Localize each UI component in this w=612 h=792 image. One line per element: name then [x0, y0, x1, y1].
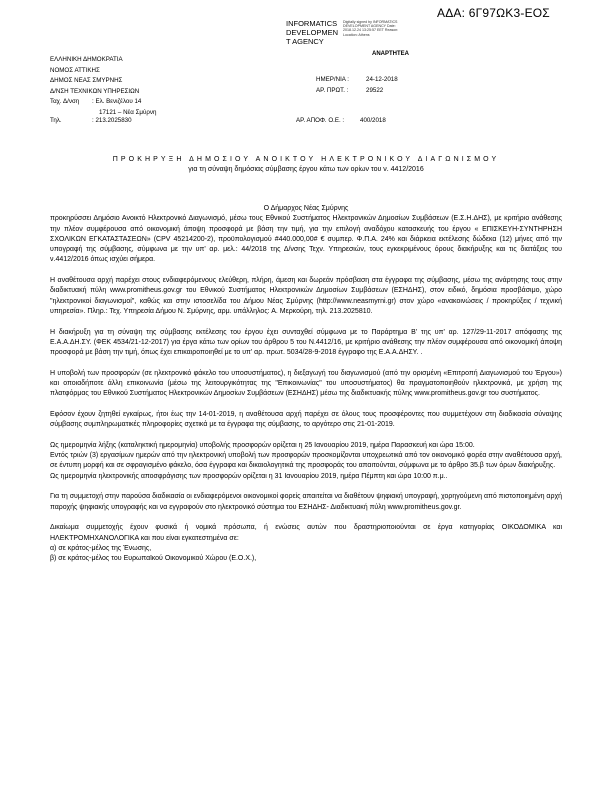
paragraph: Η υποβολή των προσφορών (σε ηλεκτρονικό φάκελο του υποσυστήματος), η διεξαγωγή του διαγωνισμού (από την ορισμένη «Επιτροπή Διαγωνισμού του Έργου») και οποιαδήποτε άλλη επικοινωνία (μέσω της λειτουργικότητας της "Επικοινωνίας" του υποσυστήματος) θα πραγματοποιηθούν ηλεκτρονικά, με χρήση της πλατφόρμας του Εθνικού Συστήματος Ηλεκτρονικών Δημοσίων Συμβάσεων (ΕΣΗΔΗΣ) μέσω της διαδικτυακής πύλης www.promitheus.gov.gr του συστήματος. — [50, 369, 562, 398]
issuer-header — [50, 55, 156, 119]
paragraph: προκηρύσσει Δημόσιο Ανοικτό Ηλεκτρονικό Διαγωνισμό, μέσω τους Εθνικού Συστήματος Ηλεκτρονικών Δημοσίων Συμβάσεων (Ε.Σ.Η.ΔΗΣ), με κριτήριο ανάθεσης την πλέον συμφέρουσα από οικονομική άποψη προσφορά με βάση την τιμή, για την επιλογή αναδόχου κατασκευής του έργου « ΕΠΙΣΚΕΥΗ-ΣΥΝΤΗΡΗΣΗ ΣΧΟΛΙΚΩΝ ΕΓΚΑΤΑΣΤΑΣΕΩΝ» (CPV 45214200-2), προϋπολογισμού #440.000,00# € συμπερ. Φ.Π.Α. 24% και διάρκεια εκτέλεσης δώδεκα (12) μήνες από την υπογραφή της σύμβασης, σύμφωνα με την υπ' αρ. μελ.: 44/2018 της Δ/νσης Τεχν. Υπηρεσιών, τους εγκεκριμένους όρους διακήρυξης και τις διατάξεις του ν.4412/2016 όπως ισχύει σήμερα. — [50, 215, 562, 264]
document-body — [50, 204, 562, 564]
signer-agency — [286, 19, 338, 46]
addressee: Ο Δήμαρχος Νέας Σμύρνης — [263, 205, 349, 212]
decision-label: ΑΡ. ΑΠΟΦ. Ο.Ε. : — [296, 117, 345, 124]
address-value-2: 17121 – Νέα Σμύρνη — [99, 108, 157, 116]
header-line: ΝΟΜΟΣ ΑΤΤΙΚΗΣ — [50, 66, 100, 74]
agency-line-1: INFORMATICS — [286, 19, 338, 28]
protocol-label: ΑΡ. ΠΡΩΤ. : — [316, 86, 349, 94]
paragraph: Δικαίωμα συμμετοχής έχουν φυσικά ή νομικά πρόσωπα, ή ενώσεις αυτών που δραστηριοποιούνται σε έργα κατηγορίας ΟΙΚΟΔΟΜΙΚΑ και ΗΛΕΚΤΡΟΜΗΧΑΝΟΛΟΓΙΚΑ και που είναι εγκατεστημένα σε: — [50, 524, 562, 542]
paragraph: Ως ημερομηνία ηλεκτρονικής αποσφράγισης των προσφορών ορίζεται η 31 Ιανουαρίου 2019, ημέρα Πέμπτη και ώρα 10:00 π.μ.. — [50, 472, 448, 480]
document-refs — [316, 75, 398, 96]
paragraph: Εντός τριών (3) εργασίμων ημερών από την ηλεκτρονική υποβολή των προσφορών προσκομίζονται υποχρεωτικά από τον οικονομικό φορέα στην αναθέτουσα αρχή, σε έντυπη μορφή και σε σφραγισμένο φάκελο, όσα έγγραφα και δικαιολογητικά της προσφοράς του απαιτούνται, σύμφωνα με το άρθρο 35.β των όρων διακήρυξης. — [50, 452, 562, 470]
posting-label: ΑΝΑΡΤΗΤΕΑ — [372, 51, 409, 57]
protocol-value: 29522 — [366, 86, 384, 94]
header-line: ΕΛΛΗΝΙΚΗ ΔΗΜΟΚΡΑΤΙΑ — [50, 56, 123, 63]
document-subtitle: για τη σύναψη δημόσιας σύμβασης έργου κάτω των ορίων του ν. 4412/2016 — [188, 166, 424, 173]
address-value: : Ελ. Βενιζέλου 14 — [92, 98, 142, 106]
paragraph: Εφόσον έχουν ζητηθεί εγκαίρως, ήτοι έως την 14-01-2019, η αναθέτουσα αρχή παρέχει σε όλους τους προσφέροντες που συμμετέχουν στη διαδικασία σύναψης σύμβασης συμπληρωματικές πληροφορίες σχετικά με τα έγγραφα της σύμβασης, το αργότερο στις 21-01-2019. — [50, 410, 562, 429]
decision-value: 400/2018 — [360, 117, 386, 124]
ada-code: ΑΔΑ: 6Γ97ΩΚ3-ΕΟΣ — [437, 6, 550, 20]
document-title: ΠΡΟΚΗΡΥΞΗ ΔΗΜΟΣΙΟΥ ΑΝΟΙΚΤΟΥ ΗΛΕΚΤΡΟΝΙΚΟΥ ΔΙΑΓΩΝΙΣΜΟΥ — [112, 156, 500, 163]
date-value: 24-12-2018 — [366, 76, 398, 83]
paragraph: Η αναθέτουσα αρχή παρέχει στους ενδιαφερόμενους ελεύθερη, πλήρη, άμεση και δωρεάν πρόσβαση στα έγγραφα της σύμβασης, μέσω της ανάρτησης τους στην διαδικτυακή πύλη www.promitheus.gov.gr του Εθνικού Συστήματος Ηλεκτρονικών Δημοσίων Συμβάσεων (ΕΣΗΔΗΣ), στον ειδικό, δημόσια προσβάσιμο, χώρο "ηλεκτρονικοί διαγωνισμοί", καθώς και στην ιστοσελίδα του Δήμου Νέας Σμύρνης (http://www.neasmyrni.gr) στον χώρο «ανακοινώσεις / προκηρύξεις / τεχνική υπηρεσία». Πληρ.: Τεχ. Υπηρεσία Δήμου Ν. Σμύρνης, αρμ. υπάλληλος: Α. Μερκούρη, τηλ. 213.2025810. — [50, 277, 562, 315]
address-row — [50, 97, 156, 108]
agency-line-2: DEVELOPMEN — [286, 28, 339, 37]
list-item: β) σε κράτος-μέλος του Ευρωπαϊκού Οικονομικού Χώρου (Ε.Ο.Χ.), — [50, 555, 257, 563]
date-label: ΗΜΕΡ/ΝΙΑ : — [316, 76, 350, 83]
agency-line-3: T AGENCY — [286, 37, 324, 46]
tel-row — [50, 117, 132, 124]
tel-value: : 213.2025830 — [92, 117, 132, 124]
paragraph: Ως ημερομηνία λήξης (καταληκτική ημερομηνία) υποβολής προσφορών ορίζεται η 25 Ιανουαρίου 2019, ημέρα Παρασκευή και ώρα 15:00. — [50, 441, 475, 449]
protocol-row — [316, 86, 398, 97]
date-row — [316, 75, 398, 86]
decision-row — [296, 117, 386, 124]
header-line: Δ/ΝΣΗ ΤΕΧΝΙΚΩΝ ΥΠΗΡΕΣΙΩΝ — [50, 87, 140, 95]
tel-label: Τηλ. — [50, 117, 62, 124]
digital-signature-stamp: Digitally signed by INFORMATICS DEVELOPMENT AGENCY Date: 2018.12.24 13:25:57 EET Reason: Location: Athens — [343, 20, 399, 37]
header-line: ΔΗΜΟΣ ΝΕΑΣ ΣΜΥΡΝΗΣ — [50, 77, 123, 85]
paragraph: Η διακήρυξη για τη σύναψη της σύμβασης εκτέλεσης του έργου έχει συνταχθεί σύμφωνα με το Παράρτημα Β' της υπ' αρ. 127/29-11-2017 απόφασης της Ε.Α.Α.ΔΗ.ΣΥ. (ΦΕΚ 4534/21-12-2017) για έργα κάτω των ορίων του άρθρου 5 του Ν.4412/16, με κριτήριο ανάθεσης την πλέον συμφέρουσα από οικονομική άποψη προσφορά με βάση την τιμή, όπως έχει επικαιροποιηθεί με το υπ' αρ. πρωτ. 5034/28-9-2018 έγγραφο της Ε.Α.Α.ΔΗΣΥ. . — [50, 328, 562, 357]
address-label: Ταχ. Δ/νση — [50, 98, 80, 106]
list-item: α) σε κράτος-μέλος της Ένωσης, — [50, 544, 152, 552]
paragraph: Για τη συμμετοχή στην παρούσα διαδικασία οι ενδιαφερόμενοι οικονομικοί φορείς απαιτείται να διαθέτουν ψηφιακή υπογραφή, χορηγούμενη από πιστοποιημένη αρχή παροχής ψηφιακής υπογραφής και να εγγραφούν στο ηλεκτρονικό σύστημα του ΕΣΗΔΗΣ- Διαδικτυακή πύλη www.promitheus.gov.gr. — [50, 493, 563, 511]
